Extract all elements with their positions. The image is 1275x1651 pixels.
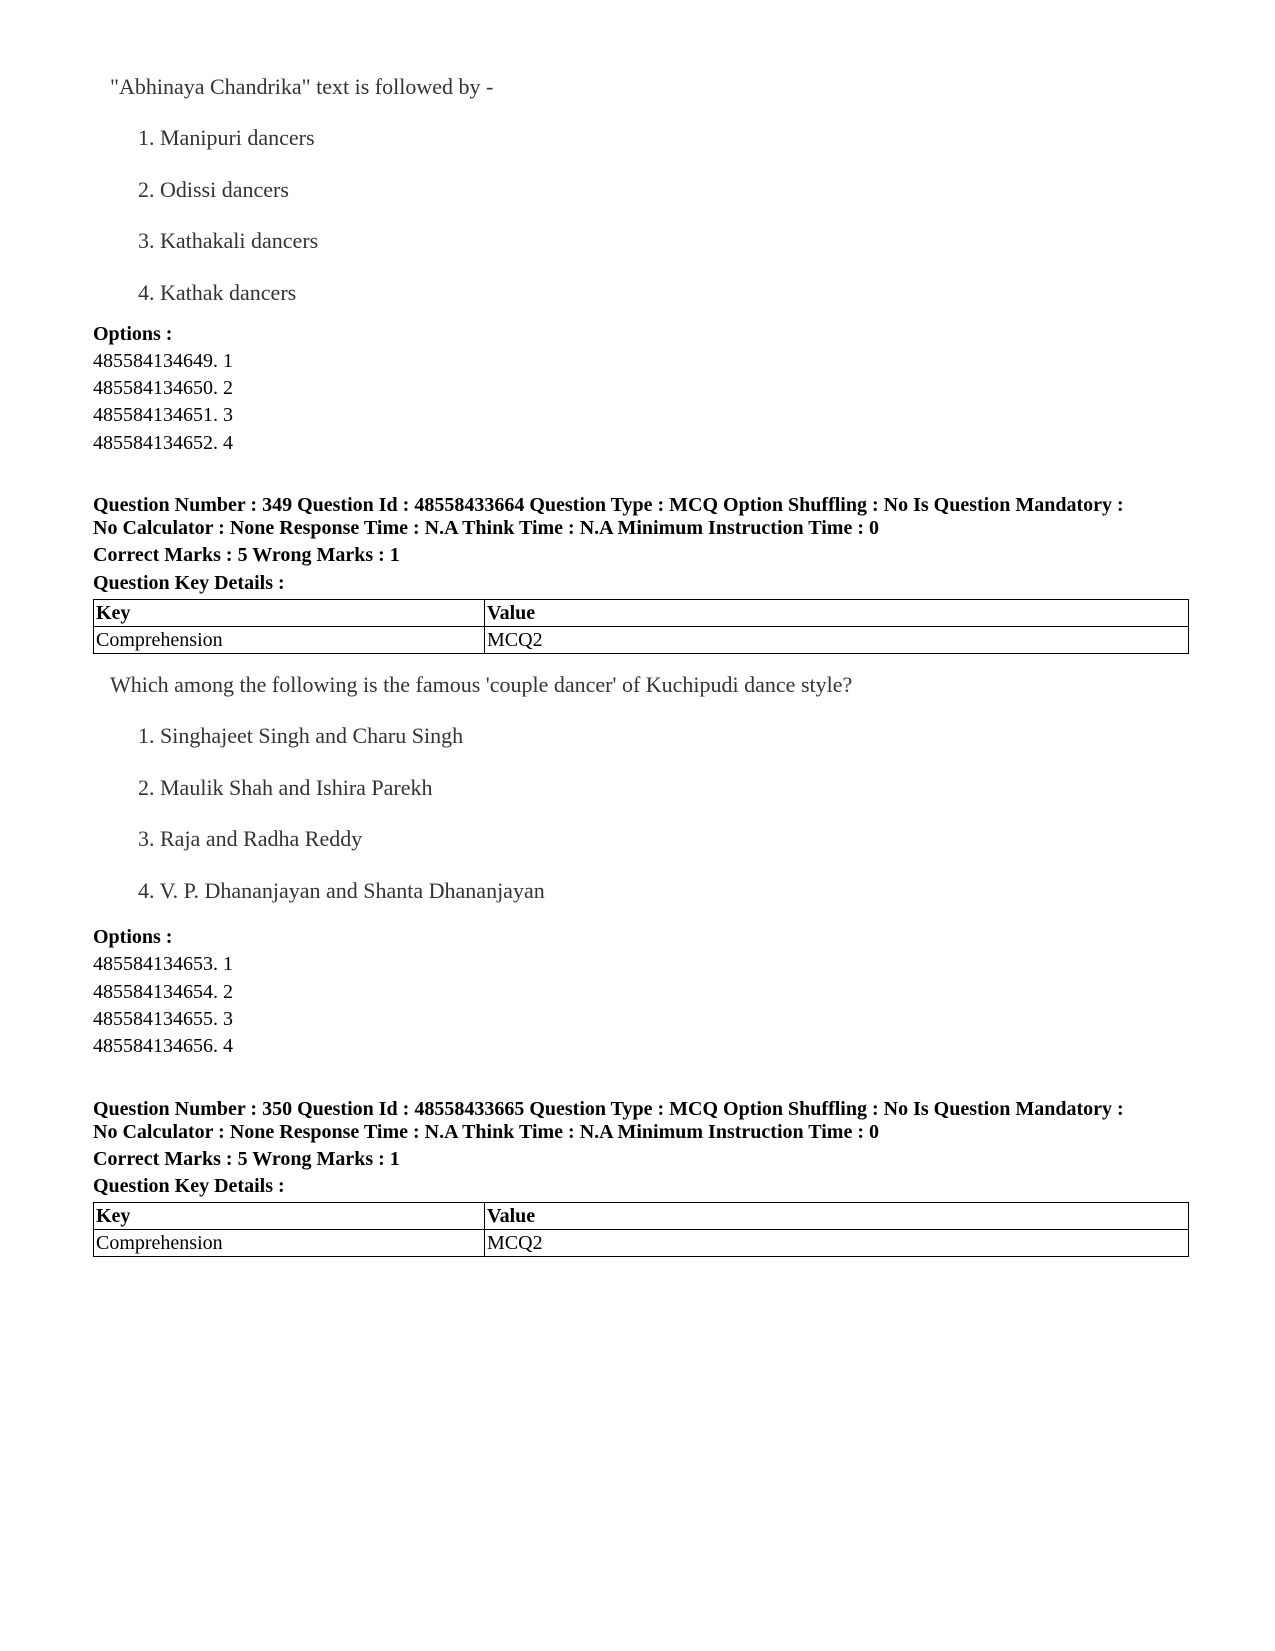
q349-marks: Correct Marks : 5 Wrong Marks : 1 [93,544,400,566]
q350-key-table [93,1202,1189,1257]
table-cell-value: MCQ2 [485,627,1189,654]
table-cell-key: Comprehension [94,627,485,654]
table-header-row [94,1203,1189,1230]
table-header-key: Key [94,600,485,627]
q349-key-table [93,599,1189,654]
q349-key-details-label: Question Key Details : [93,572,285,594]
q348-option-2: 485584134650. 2 [93,377,233,399]
q349-options-label: Options : [93,926,173,948]
q349-choice-2: 2. Maulik Shah and Ishira Parekh [138,775,433,800]
q348-options-label: Options : [93,323,173,345]
q350-key-details-label: Question Key Details : [93,1175,285,1197]
q349-header-line1: Question Number : 349 Question Id : 48558433664 Question Type : MCQ Option Shuffling : No Is Question Mandatory : [93,494,1124,516]
q349-choice-1: 1. Singhajeet Singh and Charu Singh [138,723,464,748]
table-header-row [94,600,1189,627]
q349-option-2: 485584134654. 2 [93,981,233,1003]
q348-choice-2: 2. Odissi dancers [138,177,289,202]
q349-option-1: 485584134653. 1 [93,953,233,975]
table-header-value: Value [485,600,1189,627]
q348-stem: "Abhinaya Chandrika" text is followed by - [110,74,494,99]
q348-choice-1: 1. Manipuri dancers [138,125,315,150]
q349-choice-3: 3. Raja and Radha Reddy [138,826,363,851]
table-row [94,1230,1189,1257]
q349-choice-4: 4. V. P. Dhananjayan and Shanta Dhananjayan [138,878,545,903]
table-row [94,627,1189,654]
q349-option-4: 485584134656. 4 [93,1035,233,1057]
q348-choice-4: 4. Kathak dancers [138,280,297,305]
table-header-key: Key [94,1203,485,1230]
table-cell-key: Comprehension [94,1230,485,1257]
q348-option-1: 485584134649. 1 [93,350,233,372]
q350-header-line1: Question Number : 350 Question Id : 48558433665 Question Type : MCQ Option Shuffling : No Is Question Mandatory : [93,1098,1124,1120]
table-cell-value: MCQ2 [485,1230,1189,1257]
q350-marks: Correct Marks : 5 Wrong Marks : 1 [93,1148,400,1170]
q348-option-4: 485584134652. 4 [93,432,233,454]
q349-stem: Which among the following is the famous 'couple dancer' of Kuchipudi dance style? [110,672,853,697]
q350-header-line2: No Calculator : None Response Time : N.A Think Time : N.A Minimum Instruction Time : 0 [93,1121,879,1143]
table-header-value: Value [485,1203,1189,1230]
q349-header-line2: No Calculator : None Response Time : N.A Think Time : N.A Minimum Instruction Time : 0 [93,517,879,539]
q348-choice-3: 3. Kathakali dancers [138,228,319,253]
q349-option-3: 485584134655. 3 [93,1008,233,1030]
q348-option-3: 485584134651. 3 [93,404,233,426]
